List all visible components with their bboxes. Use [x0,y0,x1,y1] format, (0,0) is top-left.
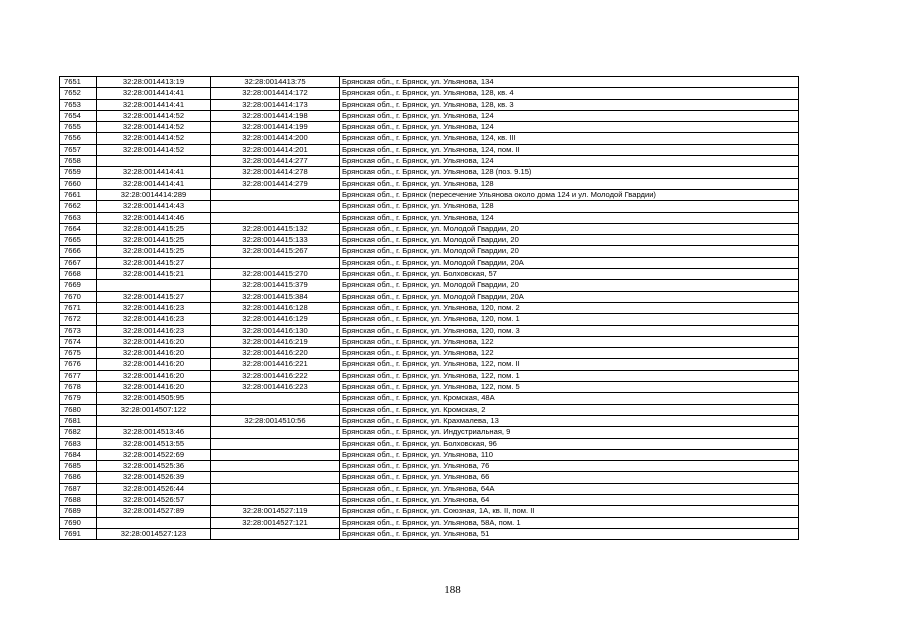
table-row [60,212,799,223]
row-number-cell: 7661 [60,189,97,200]
table-row [60,404,799,415]
building-cadastral-number-cell: 32:28:0014414:199 [211,122,340,133]
building-cadastral-number-cell: 32:28:0014415:379 [211,280,340,291]
land-plot-cadastral-number-cell: 32:28:0014414:52 [97,122,211,133]
table-row [60,438,799,449]
building-cadastral-number-cell: 32:28:0014414:173 [211,99,340,110]
building-cadastral-number-cell: 32:28:0014527:121 [211,517,340,528]
land-plot-cadastral-number-cell: 32:28:0014414:41 [97,178,211,189]
cadastral-table [59,76,799,540]
building-cadastral-number-cell [211,189,340,200]
building-cadastral-number-cell: 32:28:0014415:267 [211,246,340,257]
table-row [60,144,799,155]
address-cell: Брянская обл., г. Брянск, ул. Болховская, 57 [340,269,799,280]
building-cadastral-number-cell: 32:28:0014415:384 [211,291,340,302]
address-cell: Брянская обл., г. Брянск, ул. Молодой Гвардии, 20 [340,223,799,234]
row-number-cell: 7667 [60,257,97,268]
address-cell: Брянская обл., г. Брянск, ул. Союзная, 1А, кв. II, пом. II [340,506,799,517]
address-cell: Брянская обл., г. Брянск, ул. Ульянова, 122 [340,336,799,347]
page-number: 188 [444,584,461,596]
table-row [60,302,799,313]
row-number-cell: 7659 [60,167,97,178]
table-row [60,370,799,381]
building-cadastral-number-cell: 32:28:0014416:223 [211,382,340,393]
building-cadastral-number-cell: 32:28:0014414:172 [211,88,340,99]
land-plot-cadastral-number-cell: 32:28:0014416:20 [97,336,211,347]
building-cadastral-number-cell [211,427,340,438]
table-row [60,393,799,404]
land-plot-cadastral-number-cell [97,415,211,426]
row-number-cell: 7656 [60,133,97,144]
table-row [60,427,799,438]
land-plot-cadastral-number-cell: 32:28:0014513:46 [97,427,211,438]
building-cadastral-number-cell [211,438,340,449]
row-number-cell: 7663 [60,212,97,223]
building-cadastral-number-cell: 32:28:0014414:277 [211,156,340,167]
address-cell: Брянская обл., г. Брянск (пересечение Ульянова около дома 124 и ул. Молодой Гвардии) [340,189,799,200]
land-plot-cadastral-number-cell: 32:28:0014416:20 [97,382,211,393]
building-cadastral-number-cell: 32:28:0014416:221 [211,359,340,370]
land-plot-cadastral-number-cell: 32:28:0014413:19 [97,77,211,88]
land-plot-cadastral-number-cell: 32:28:0014525:36 [97,461,211,472]
table-row [60,99,799,110]
building-cadastral-number-cell [211,212,340,223]
building-cadastral-number-cell [211,404,340,415]
land-plot-cadastral-number-cell: 32:28:0014526:57 [97,494,211,505]
row-number-cell: 7676 [60,359,97,370]
building-cadastral-number-cell: 32:28:0014414:278 [211,167,340,178]
building-cadastral-number-cell: 32:28:0014415:133 [211,235,340,246]
building-cadastral-number-cell [211,461,340,472]
row-number-cell: 7673 [60,325,97,336]
building-cadastral-number-cell [211,257,340,268]
address-cell: Брянская обл., г. Брянск, ул. Ульянова, 122, пом. 5 [340,382,799,393]
row-number-cell: 7658 [60,156,97,167]
table-row [60,156,799,167]
table-row [60,449,799,460]
land-plot-cadastral-number-cell: 32:28:0014414:52 [97,110,211,121]
table-row [60,223,799,234]
row-number-cell: 7690 [60,517,97,528]
row-number-cell: 7680 [60,404,97,415]
row-number-cell: 7686 [60,472,97,483]
land-plot-cadastral-number-cell: 32:28:0014414:43 [97,201,211,212]
row-number-cell: 7687 [60,483,97,494]
address-cell: Брянская обл., г. Брянск, ул. Кромская, 2 [340,404,799,415]
building-cadastral-number-cell: 32:28:0014414:200 [211,133,340,144]
building-cadastral-number-cell [211,528,340,539]
address-cell: Брянская обл., г. Брянск, ул. Ульянова, 134 [340,77,799,88]
row-number-cell: 7678 [60,382,97,393]
table-row [60,167,799,178]
land-plot-cadastral-number-cell: 32:28:0014416:20 [97,370,211,381]
row-number-cell: 7671 [60,302,97,313]
row-number-cell: 7657 [60,144,97,155]
table-row [60,133,799,144]
address-cell: Брянская обл., г. Брянск, ул. Ульянова, 124 [340,156,799,167]
address-cell: Брянская обл., г. Брянск, ул. Ульянова, 120, пом. 1 [340,314,799,325]
table-row [60,517,799,528]
address-cell: Брянская обл., г. Брянск, ул. Ульянова, 110 [340,449,799,460]
building-cadastral-number-cell [211,472,340,483]
row-number-cell: 7654 [60,110,97,121]
table-row [60,178,799,189]
land-plot-cadastral-number-cell: 32:28:0014415:27 [97,257,211,268]
address-cell: Брянская обл., г. Брянск, ул. Ульянова, 128, кв. 4 [340,88,799,99]
building-cadastral-number-cell: 32:28:0014414:198 [211,110,340,121]
address-cell: Брянская обл., г. Брянск, ул. Индустриальная, 9 [340,427,799,438]
land-plot-cadastral-number-cell [97,280,211,291]
building-cadastral-number-cell [211,483,340,494]
address-cell: Брянская обл., г. Брянск, ул. Ульянова, 58А, пом. 1 [340,517,799,528]
row-number-cell: 7664 [60,223,97,234]
land-plot-cadastral-number-cell: 32:28:0014415:25 [97,223,211,234]
building-cadastral-number-cell: 32:28:0014414:279 [211,178,340,189]
address-cell: Брянская обл., г. Брянск, ул. Кромская, 48А [340,393,799,404]
land-plot-cadastral-number-cell: 32:28:0014527:123 [97,528,211,539]
building-cadastral-number-cell: 32:28:0014416:129 [211,314,340,325]
building-cadastral-number-cell: 32:28:0014416:219 [211,336,340,347]
land-plot-cadastral-number-cell: 32:28:0014507:122 [97,404,211,415]
address-cell: Брянская обл., г. Брянск, ул. Ульянова, 124, кв. III [340,133,799,144]
table-row [60,325,799,336]
address-cell: Брянская обл., г. Брянск, ул. Ульянова, 76 [340,461,799,472]
land-plot-cadastral-number-cell: 32:28:0014414:41 [97,167,211,178]
building-cadastral-number-cell [211,449,340,460]
row-number-cell: 7670 [60,291,97,302]
address-cell: Брянская обл., г. Брянск, ул. Ульянова, 51 [340,528,799,539]
table-row [60,246,799,257]
building-cadastral-number-cell: 32:28:0014416:130 [211,325,340,336]
address-cell: Брянская обл., г. Брянск, ул. Ульянова, 124 [340,110,799,121]
row-number-cell: 7677 [60,370,97,381]
row-number-cell: 7666 [60,246,97,257]
land-plot-cadastral-number-cell: 32:28:0014414:52 [97,133,211,144]
table-row [60,291,799,302]
row-number-cell: 7662 [60,201,97,212]
table-body [60,77,799,540]
table-row [60,348,799,359]
table-row [60,472,799,483]
address-cell: Брянская обл., г. Брянск, ул. Ульянова, 120, пом. 3 [340,325,799,336]
land-plot-cadastral-number-cell: 32:28:0014414:289 [97,189,211,200]
row-number-cell: 7674 [60,336,97,347]
land-plot-cadastral-number-cell: 32:28:0014522:69 [97,449,211,460]
address-cell: Брянская обл., г. Брянск, ул. Ульянова, 66 [340,472,799,483]
table-row [60,314,799,325]
row-number-cell: 7679 [60,393,97,404]
table-row [60,257,799,268]
table-row [60,336,799,347]
address-cell: Брянская обл., г. Брянск, ул. Ульянова, 128 [340,178,799,189]
table-row [60,110,799,121]
table-row [60,461,799,472]
row-number-cell: 7669 [60,280,97,291]
row-number-cell: 7685 [60,461,97,472]
row-number-cell: 7668 [60,269,97,280]
land-plot-cadastral-number-cell [97,156,211,167]
land-plot-cadastral-number-cell: 32:28:0014415:25 [97,246,211,257]
row-number-cell: 7665 [60,235,97,246]
address-cell: Брянская обл., г. Брянск, ул. Ульянова, 128, кв. 3 [340,99,799,110]
address-cell: Брянская обл., г. Брянск, ул. Ульянова, 64 [340,494,799,505]
table-row [60,88,799,99]
address-cell: Брянская обл., г. Брянск, ул. Молодой Гвардии, 20А [340,257,799,268]
address-cell: Брянская обл., г. Брянск, ул. Ульянова, 128 (поз. 9.15) [340,167,799,178]
address-cell: Брянская обл., г. Брянск, ул. Молодой Гвардии, 20А [340,291,799,302]
row-number-cell: 7651 [60,77,97,88]
table-row [60,235,799,246]
table-row [60,280,799,291]
row-number-cell: 7653 [60,99,97,110]
address-cell: Брянская обл., г. Брянск, ул. Ульянова, 122, пом. II [340,359,799,370]
land-plot-cadastral-number-cell: 32:28:0014416:20 [97,359,211,370]
table-row [60,201,799,212]
building-cadastral-number-cell: 32:28:0014416:222 [211,370,340,381]
address-cell: Брянская обл., г. Брянск, ул. Болховская, 96 [340,438,799,449]
table-row [60,77,799,88]
row-number-cell: 7660 [60,178,97,189]
row-number-cell: 7688 [60,494,97,505]
row-number-cell: 7682 [60,427,97,438]
table-row [60,122,799,133]
row-number-cell: 7652 [60,88,97,99]
building-cadastral-number-cell [211,494,340,505]
land-plot-cadastral-number-cell: 32:28:0014527:89 [97,506,211,517]
address-cell: Брянская обл., г. Брянск, ул. Ульянова, 122, пом. 1 [340,370,799,381]
land-plot-cadastral-number-cell: 32:28:0014416:23 [97,314,211,325]
table-row [60,269,799,280]
address-cell: Брянская обл., г. Брянск, ул. Молодой Гвардии, 20 [340,235,799,246]
table-row [60,415,799,426]
address-cell: Брянская обл., г. Брянск, ул. Молодой Гвардии, 20 [340,246,799,257]
address-cell: Брянская обл., г. Брянск, ул. Ульянова, 120, пом. 2 [340,302,799,313]
building-cadastral-number-cell [211,393,340,404]
table-row [60,494,799,505]
building-cadastral-number-cell: 32:28:0014413:75 [211,77,340,88]
address-cell: Брянская обл., г. Брянск, ул. Молодой Гвардии, 20 [340,280,799,291]
row-number-cell: 7689 [60,506,97,517]
table-row [60,359,799,370]
land-plot-cadastral-number-cell: 32:28:0014526:44 [97,483,211,494]
row-number-cell: 7655 [60,122,97,133]
row-number-cell: 7684 [60,449,97,460]
land-plot-cadastral-number-cell: 32:28:0014416:23 [97,325,211,336]
land-plot-cadastral-number-cell: 32:28:0014414:41 [97,99,211,110]
building-cadastral-number-cell: 32:28:0014415:270 [211,269,340,280]
land-plot-cadastral-number-cell: 32:28:0014414:46 [97,212,211,223]
table-row [60,528,799,539]
land-plot-cadastral-number-cell: 32:28:0014526:39 [97,472,211,483]
row-number-cell: 7675 [60,348,97,359]
address-cell: Брянская обл., г. Брянск, ул. Ульянова, 122 [340,348,799,359]
table-row [60,382,799,393]
land-plot-cadastral-number-cell: 32:28:0014513:55 [97,438,211,449]
address-cell: Брянская обл., г. Брянск, ул. Ульянова, 64А [340,483,799,494]
table-row [60,506,799,517]
building-cadastral-number-cell: 32:28:0014527:119 [211,506,340,517]
building-cadastral-number-cell: 32:28:0014510:56 [211,415,340,426]
address-cell: Брянская обл., г. Брянск, ул. Крахмалева, 13 [340,415,799,426]
address-cell: Брянская обл., г. Брянск, ул. Ульянова, 124 [340,212,799,223]
building-cadastral-number-cell: 32:28:0014416:220 [211,348,340,359]
land-plot-cadastral-number-cell: 32:28:0014414:52 [97,144,211,155]
table-row [60,483,799,494]
land-plot-cadastral-number-cell: 32:28:0014414:41 [97,88,211,99]
table-row [60,189,799,200]
address-cell: Брянская обл., г. Брянск, ул. Ульянова, 124 [340,122,799,133]
row-number-cell: 7681 [60,415,97,426]
land-plot-cadastral-number-cell: 32:28:0014416:23 [97,302,211,313]
row-number-cell: 7691 [60,528,97,539]
row-number-cell: 7672 [60,314,97,325]
land-plot-cadastral-number-cell: 32:28:0014416:20 [97,348,211,359]
address-cell: Брянская обл., г. Брянск, ул. Ульянова, 128 [340,201,799,212]
land-plot-cadastral-number-cell: 32:28:0014415:27 [97,291,211,302]
land-plot-cadastral-number-cell: 32:28:0014415:21 [97,269,211,280]
row-number-cell: 7683 [60,438,97,449]
building-cadastral-number-cell: 32:28:0014414:201 [211,144,340,155]
land-plot-cadastral-number-cell [97,517,211,528]
building-cadastral-number-cell: 32:28:0014416:128 [211,302,340,313]
building-cadastral-number-cell: 32:28:0014415:132 [211,223,340,234]
land-plot-cadastral-number-cell: 32:28:0014505:95 [97,393,211,404]
land-plot-cadastral-number-cell: 32:28:0014415:25 [97,235,211,246]
address-cell: Брянская обл., г. Брянск, ул. Ульянова, 124, пом. II [340,144,799,155]
building-cadastral-number-cell [211,201,340,212]
